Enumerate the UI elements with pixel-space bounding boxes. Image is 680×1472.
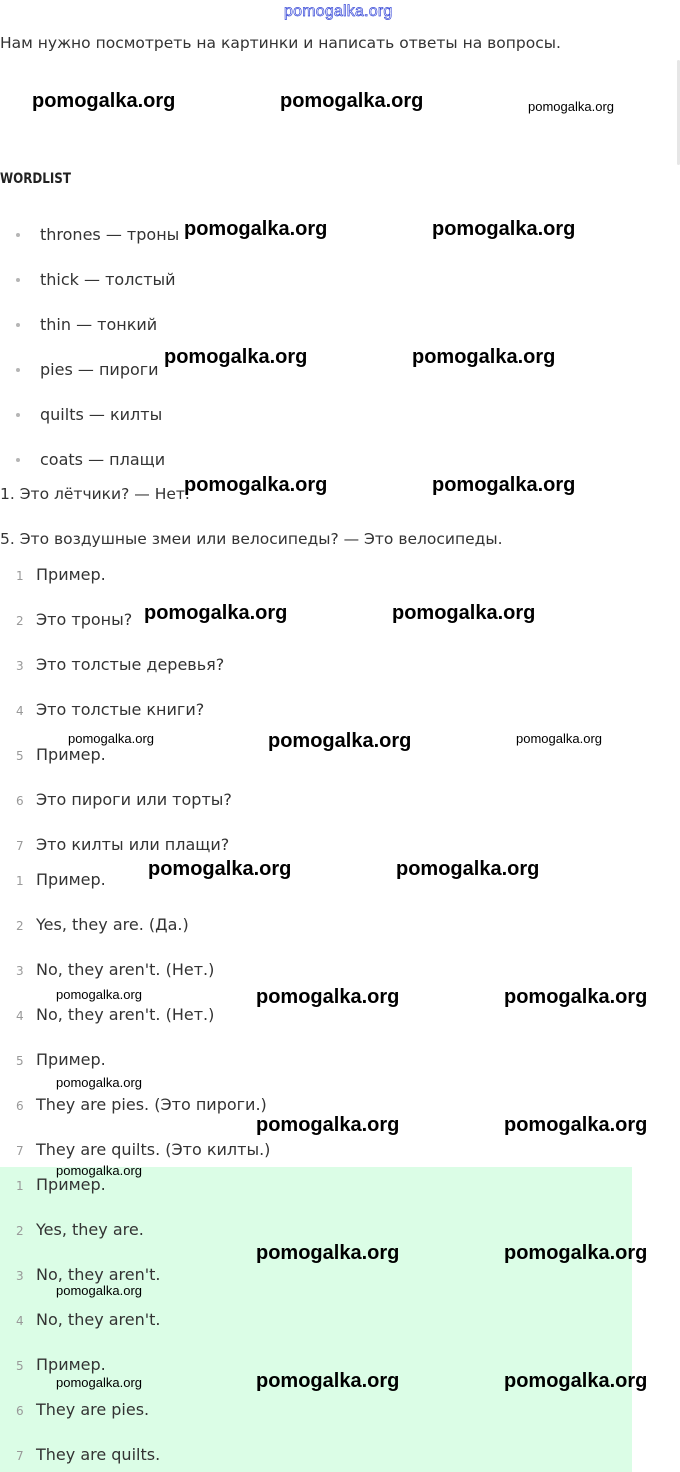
question-item: 1 Пример. bbox=[16, 565, 106, 584]
watermark: pomogalka.org bbox=[68, 731, 154, 746]
watermark: pomogalka.org bbox=[432, 218, 576, 240]
question-item: 3 Это толстые деревья? bbox=[16, 655, 225, 674]
bullet-icon bbox=[16, 458, 20, 462]
final-answer-item: 6 They are pies. bbox=[16, 1400, 150, 1419]
watermark: pomogalka.org bbox=[144, 602, 288, 624]
final-answer-item: 2 Yes, they are. bbox=[16, 1220, 144, 1239]
watermark: pomogalka.org bbox=[164, 346, 308, 368]
wordlist-item: thin — тонкий bbox=[16, 315, 157, 334]
watermark: pomogalka.org bbox=[56, 1375, 142, 1390]
site-title[interactable]: pomogalka.org bbox=[284, 3, 393, 20]
watermark: pomogalka.org bbox=[392, 602, 536, 624]
question-item: 2 Это троны? bbox=[16, 610, 133, 629]
wordlist-item: thick — толстый bbox=[16, 270, 176, 289]
final-answer-item: 1 Пример. bbox=[16, 1175, 106, 1194]
watermark: pomogalka.org bbox=[516, 731, 602, 746]
watermark: pomogalka.org bbox=[528, 99, 614, 114]
watermark: pomogalka.org bbox=[32, 90, 176, 112]
watermark: pomogalka.org bbox=[256, 1370, 400, 1392]
answer-item: 4 No, they aren't. (Нет.) bbox=[16, 1005, 215, 1024]
bullet-icon bbox=[16, 278, 20, 282]
watermark: pomogalka.org bbox=[56, 1075, 142, 1090]
answer-item: 3 No, they aren't. (Нет.) bbox=[16, 960, 215, 979]
wordlist-item: quilts — килты bbox=[16, 405, 162, 424]
question-item: 7 Это килты или плащи? bbox=[16, 835, 230, 854]
final-answer-item: 7 They are quilts. bbox=[16, 1445, 161, 1464]
answer-item: 1 Пример. bbox=[16, 870, 106, 889]
watermark: pomogalka.org bbox=[412, 346, 556, 368]
answer-item: 5 Пример. bbox=[16, 1050, 106, 1069]
watermark: pomogalka.org bbox=[432, 474, 576, 496]
answer-item: 7 They are quilts. (Это килты.) bbox=[16, 1140, 271, 1159]
watermark: pomogalka.org bbox=[184, 474, 328, 496]
bullet-icon bbox=[16, 233, 20, 237]
watermark: pomogalka.org bbox=[256, 1114, 400, 1136]
watermark: pomogalka.org bbox=[56, 1283, 142, 1298]
example-line-5: 5. Это воздушные змеи или велосипеды? — Это велосипеды. bbox=[0, 530, 503, 548]
intro-text: Нам нужно посмотреть на картинки и написать ответы на вопросы. bbox=[0, 34, 561, 52]
question-item: 5 Пример. bbox=[16, 745, 106, 764]
wordlist-heading: WORDLIST bbox=[0, 171, 71, 187]
bullet-icon bbox=[16, 413, 20, 417]
final-answer-item: 3 No, they aren't. bbox=[16, 1265, 161, 1284]
wordlist-item: pies — пироги bbox=[16, 360, 159, 379]
final-answer-item: 4 No, they aren't. bbox=[16, 1310, 161, 1329]
question-item: 4 Это толстые книги? bbox=[16, 700, 205, 719]
watermark: pomogalka.org bbox=[396, 858, 540, 880]
watermark: pomogalka.org bbox=[504, 1242, 648, 1264]
answer-item: 2 Yes, they are. (Да.) bbox=[16, 915, 189, 934]
watermark: pomogalka.org bbox=[268, 730, 412, 752]
watermark: pomogalka.org bbox=[256, 986, 400, 1008]
watermark: pomogalka.org bbox=[148, 858, 292, 880]
watermark: pomogalka.org bbox=[504, 1114, 648, 1136]
watermark: pomogalka.org bbox=[504, 1370, 648, 1392]
wordlist-item: thrones — троны bbox=[16, 225, 179, 244]
watermark: pomogalka.org bbox=[504, 986, 648, 1008]
watermark: pomogalka.org bbox=[184, 218, 328, 240]
watermark: pomogalka.org bbox=[56, 987, 142, 1002]
bullet-icon bbox=[16, 368, 20, 372]
watermark: pomogalka.org bbox=[280, 90, 424, 112]
answer-item: 6 They are pies. (Это пироги.) bbox=[16, 1095, 267, 1114]
bullet-icon bbox=[16, 323, 20, 327]
watermark: pomogalka.org bbox=[56, 1163, 142, 1178]
question-item: 6 Это пироги или торты? bbox=[16, 790, 232, 809]
example-line-1: 1. Это лётчики? — Нет. bbox=[0, 485, 190, 503]
wordlist-item: coats — плащи bbox=[16, 450, 165, 469]
final-answer-item: 5 Пример. bbox=[16, 1355, 106, 1374]
watermark: pomogalka.org bbox=[256, 1242, 400, 1264]
